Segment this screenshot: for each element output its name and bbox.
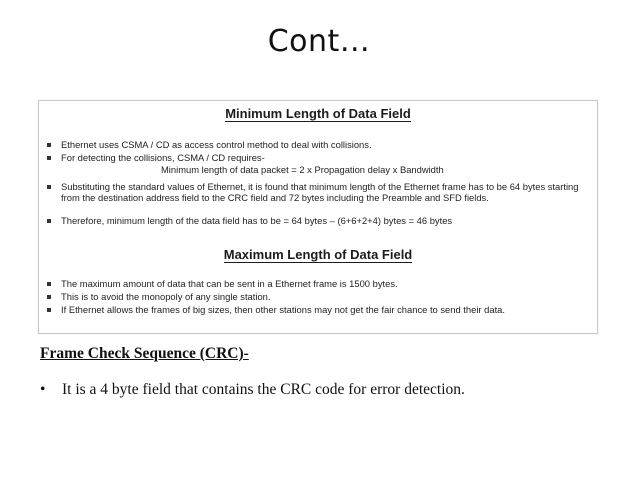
bullet-icon <box>47 156 51 160</box>
bullet-icon <box>47 295 51 299</box>
list-item: Ethernet uses CSMA / CD as access control method to deal with collisions. <box>61 139 591 150</box>
max-length-heading: Maximum Length of Data Field <box>223 247 413 262</box>
description-bullet <box>40 381 465 399</box>
list-item: Therefore, minimum length of the data field has to be = 64 bytes – (6+6+2+4) bytes = 46 bytes <box>61 215 591 226</box>
list-item: This is to avoid the monopoly of any single station. <box>61 291 591 302</box>
section-heading: Frame Check Sequence (CRC)- <box>40 345 249 362</box>
list-item: The maximum amount of data that can be sent in a Ethernet frame is 1500 bytes. <box>61 278 591 289</box>
bullet-icon <box>47 308 51 312</box>
min-length-heading: Minimum Length of Data Field <box>225 106 411 121</box>
bullet-icon <box>47 143 51 147</box>
list-item: If Ethernet allows the frames of big sizes, then other stations may not get the fair chance to send their data. <box>61 304 591 315</box>
slide-title: Cont… <box>267 24 371 59</box>
bullet-icon <box>47 219 51 223</box>
list-item: For detecting the collisions, CSMA / CD requires- <box>61 152 591 163</box>
bullet-icon <box>47 185 51 189</box>
formula-text: Minimum length of data packet = 2 x Propagation delay x Bandwidth <box>161 164 444 175</box>
list-item: Substituting the standard values of Ethernet, it is found that minimum length of the Ethernet frame has to be 64 bytes starting from the destination address field to the CRC field and 72 bytes including the Preamble and SFD fields. <box>61 181 591 203</box>
bullet-icon <box>47 282 51 286</box>
embedded-figure-panel <box>38 100 598 334</box>
description-text: It is a 4 byte field that contains the CRC code for error detection. <box>62 381 465 398</box>
bullet-icon: • <box>40 381 46 398</box>
